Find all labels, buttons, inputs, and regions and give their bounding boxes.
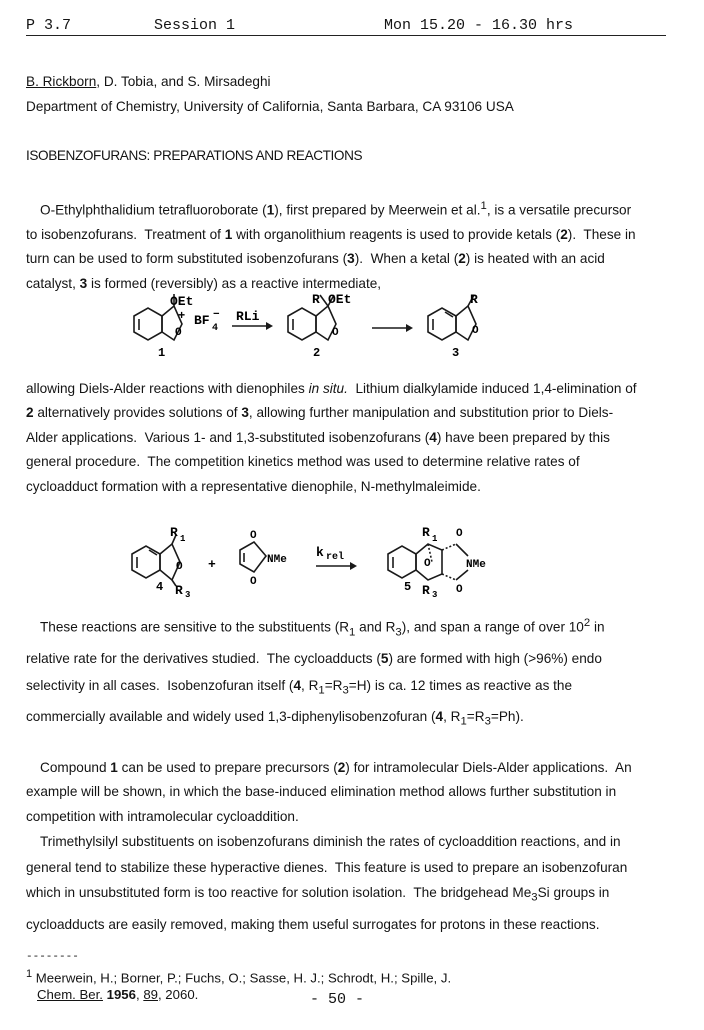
compound-5-label: 5 xyxy=(404,580,412,594)
svg-text:1: 1 xyxy=(432,534,438,544)
svg-text:O: O xyxy=(332,327,339,339)
svg-text:O: O xyxy=(250,530,257,542)
session-time: Mon 15.20 - 16.30 hrs xyxy=(384,17,574,34)
svg-text:R: R xyxy=(175,583,183,598)
svg-text:O: O xyxy=(176,561,183,573)
paragraph-1: O-Ethylphthalidium tetrafluoroborate (1), first prepared by Meerwein et al.$^1$, is a versatile precursor to isobenzofurans. Treatment of 1 with organolithium reagents is used to provide ketals (2). These in turn can be used to form substituted isobenzofurans (3). When a ketal (2) is heated with an acid catalyst, 3 is formed (reversibly) as a reactive intermediate, xyxy=(26,200,636,291)
svg-text:O: O xyxy=(250,576,257,588)
svg-text:−: − xyxy=(213,309,220,321)
paragraph-3: These reactions are sensitive to the substituents ($R_1$ and $R_3$), and span a range of over $10^2$ in relative rate for the derivatives studied. The cycloadducts (5) are formed with high (>96%) endo selectivity in all cases. Isobenzofuran itself (4, $R_1=R_3=H$) is ca. 12 times as reactive as the commercially available and widely used 1,3-diphenylisobenzofuran (4, $R_1=R_3=Ph$). xyxy=(26,617,605,729)
scheme-1-ketal-formation xyxy=(120,290,520,365)
page-number: - 50 - xyxy=(310,991,365,1008)
svg-text:O: O xyxy=(456,528,463,540)
reaction-arrow-krel xyxy=(316,545,357,570)
paragraph-4: Compound 1 can be used to prepare precursors (2) for intramolecular Diels-Alder applications. An example will be shown, in which the base-induced elimination method allows further substitution in competition with intramolecular cycloaddition. xyxy=(26,760,632,824)
svg-text:3: 3 xyxy=(432,590,438,598)
structure-4-isobenzofuran xyxy=(132,526,190,598)
svg-text:O: O xyxy=(175,327,182,339)
plus-sign: + xyxy=(208,557,216,572)
svg-text:1: 1 xyxy=(180,534,186,544)
co-authors: , D. Tobia, and S. Mirsadeghi xyxy=(96,74,271,89)
abstract-title: ISOBENZOFURANS: PREPARATIONS AND REACTIONS xyxy=(26,148,363,163)
footnote-volume: 89 xyxy=(143,987,158,1003)
author-line xyxy=(26,74,271,89)
compound-3-label: 3 xyxy=(452,346,460,360)
svg-text:RLi: RLi xyxy=(236,309,260,324)
structure-5-cycloadduct xyxy=(388,526,486,598)
svg-text:NMe: NMe xyxy=(466,559,486,571)
svg-text:+: + xyxy=(178,309,186,323)
svg-text:rel: rel xyxy=(326,552,345,563)
svg-text:4: 4 xyxy=(212,323,219,334)
session-header xyxy=(26,15,666,36)
svg-text:O: O xyxy=(424,558,431,570)
svg-text:BF: BF xyxy=(194,313,210,328)
paragraph-5: Trimethylsilyl substituents on isobenzofurans diminish the rates of cycloaddition reactions, and in general tend to stabilize these hyperactive dienes. This feature is used to prepare an isobenzofuran which in unsubstituted form is too reactive for solution isolation. The bridgehead $Me_3Si$ groups in cycloadducts are easily removed, making them useful surrogates for protons in these reactions. xyxy=(26,834,628,932)
structure-3-isobenzofuran xyxy=(428,292,479,360)
reaction-arrow-rli xyxy=(232,309,273,330)
footnote-divider: -------- xyxy=(26,951,79,963)
reaction-arrow xyxy=(372,324,413,332)
svg-text:k: k xyxy=(316,545,324,560)
footnote-reference: $^1$ Meerwein, H.; Borner, P.; Fuchs, O.; Sasse, H. J.; Schrodt, H.; Spille, J. Chem. Ber. 1956, 89, 2060. xyxy=(26,968,452,1003)
affiliation: Department of Chemistry, University of California, Santa Barbara, CA 93106 USA xyxy=(26,99,514,114)
structure-2-ketal xyxy=(288,292,351,360)
svg-text:R: R xyxy=(470,292,478,307)
svg-text:R: R xyxy=(422,526,430,540)
svg-text:OEt: OEt xyxy=(328,292,352,307)
presenting-author: B. Rickborn xyxy=(26,74,97,89)
footnote-journal: Chem. Ber. xyxy=(37,987,103,1003)
svg-text:OEt: OEt xyxy=(170,294,194,309)
session-label: Session 1 xyxy=(154,17,236,34)
scheme-2-diels-alder xyxy=(120,526,520,598)
footnote-marker: 1 xyxy=(26,968,33,980)
svg-text:3: 3 xyxy=(185,590,191,598)
svg-text:NMe: NMe xyxy=(267,554,287,566)
structure-1-phthalidium xyxy=(134,294,220,360)
footnote-year: 1956 xyxy=(106,987,136,1003)
abstract-code: P 3.7 xyxy=(26,17,72,34)
svg-text:O: O xyxy=(472,325,479,337)
svg-text:R: R xyxy=(170,526,178,540)
footnote-pages: , 2060. xyxy=(157,987,199,1003)
svg-text:O: O xyxy=(456,584,463,596)
svg-text:R: R xyxy=(422,583,430,598)
paragraph-2: allowing Diels-Alder reactions with dienophiles in situ. Lithium dialkylamide induced 1,4-elimination of 2 alternatively provides solutions of 3, allowing further manipulation and substitution prior to Diels-Alder applications. Various 1- and 1,3-substituted isobenzofurans (4) have been prepared by this general procedure. The competition kinetics method was used to determine relative rates of cycloadduct formation with a representative dienophile, N-methylmaleimide. xyxy=(26,381,637,494)
svg-text:R: R xyxy=(312,292,320,307)
n-methylmaleimide xyxy=(240,530,287,588)
compound-4-label: 4 xyxy=(156,580,164,594)
footnote-authors: Meerwein, H.; Borner, P.; Fuchs, O.; Sasse, H. J.; Schrodt, H.; Spille, J. xyxy=(35,970,452,986)
compound-2-label: 2 xyxy=(313,346,321,360)
compound-1-label: 1 xyxy=(158,346,166,360)
